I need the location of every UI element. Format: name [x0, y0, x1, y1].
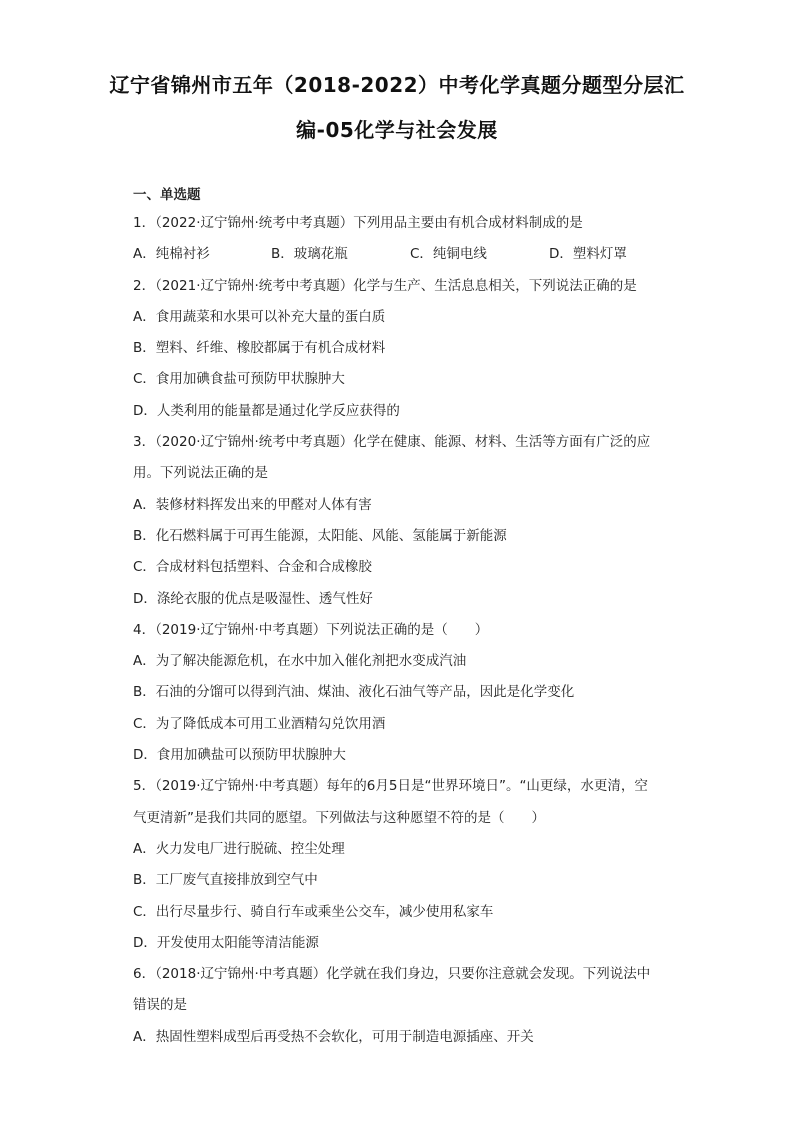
question-6-stem-line-1: 6．（2018·辽宁锦州·中考真题）化学就在我们身边，只要你注意就会发现。下列说法中: [133, 966, 651, 983]
question-5-option-a: A．火力发电厂进行脱硫、控尘处理: [133, 840, 345, 857]
question-6-stem-line-2: 错误的是: [133, 997, 187, 1014]
question-3-option-a: A．装修材料挥发出来的甲醛对人体有害: [133, 496, 372, 513]
question-2-stem: 2．（2021·辽宁锦州·统考中考真题）化学与生产、生活息息相关，下列说法正确的是: [133, 277, 637, 294]
question-4-option-c: C．为了降低成本可用工业酒精勾兑饮用酒: [133, 715, 386, 732]
question-1-stem: 1．（2022·辽宁锦州·统考中考真题）下列用品主要由有机合成材料制成的是: [133, 215, 583, 231]
question-2-option-a: A．食用蔬菜和水果可以补充大量的蛋白质: [133, 308, 386, 325]
question-1-option-d: D．塑料灯罩: [549, 246, 627, 263]
document-title-line-2: 编-05化学与社会发展: [296, 118, 498, 142]
question-5-option-c: C．出行尽量步行、骑自行车或乘坐公交车，减少使用私家车: [133, 903, 494, 920]
question-3-option-d: D．涤纶衣服的优点是吸湿性、透气性好: [133, 590, 373, 607]
question-3-option-c: C．合成材料包括塑料、合金和合成橡胶: [133, 559, 372, 576]
question-6-option-a: A．热固性塑料成型后再受热不会软化，可用于制造电源插座、开关: [133, 1028, 534, 1045]
question-5-stem-line-1: 5．（2019·辽宁锦州·中考真题）每年的6月5日是“世界环境日”。“山更绿，水更清，空: [133, 778, 648, 795]
question-2-option-d: D．人类利用的能量都是通过化学反应获得的: [133, 402, 400, 419]
question-1-option-b: B．玻璃花瓶: [271, 246, 348, 263]
document-title-line-1: 辽宁省锦州市五年（2018-2022）中考化学真题分题型分层汇: [109, 73, 685, 97]
question-1-option-a: A．纯棉衬衫: [133, 246, 210, 263]
question-3-stem-line-1: 3．（2020·辽宁锦州·统考中考真题）化学在健康、能源、材料、生活等方面有广泛的应: [133, 434, 651, 451]
question-list: [133, 184, 673, 1053]
question-3-option-b: B．化石燃料属于可再生能源，太阳能、风能、氢能属于新能源: [133, 527, 507, 544]
question-5-option-b: B．工厂废气直接排放到空气中: [133, 872, 318, 889]
question-3-stem-line-2: 用。下列说法正确的是: [133, 465, 268, 482]
question-1-option-c: C．纯铜电线: [410, 246, 487, 263]
question-5-option-d: D．开发使用太阳能等清洁能源: [133, 934, 319, 951]
section-heading: 一、单选题: [133, 187, 201, 203]
question-4-option-d: D．食用加碘盐可以预防甲状腺肿大: [133, 747, 346, 764]
question-4-option-a: A．为了解决能源危机，在水中加入催化剂把水变成汽油: [133, 653, 467, 670]
question-1-options: [133, 239, 673, 270]
question-4-stem: 4．（2019·辽宁锦州·中考真题）下列说法正确的是（ ）: [133, 621, 489, 638]
question-2-option-c: C．食用加碘食盐可预防甲状腺肿大: [133, 371, 345, 388]
question-4-option-b: B．石油的分馏可以得到汽油、煤油、液化石油气等产品，因此是化学变化: [133, 684, 575, 701]
question-5-stem-line-2: 气更清新”是我们共同的愿望。下列做法与这种愿望不符的是（ ）: [133, 809, 545, 826]
question-2-option-b: B．塑料、纤维、橡胶都属于有机合成材料: [133, 340, 386, 357]
